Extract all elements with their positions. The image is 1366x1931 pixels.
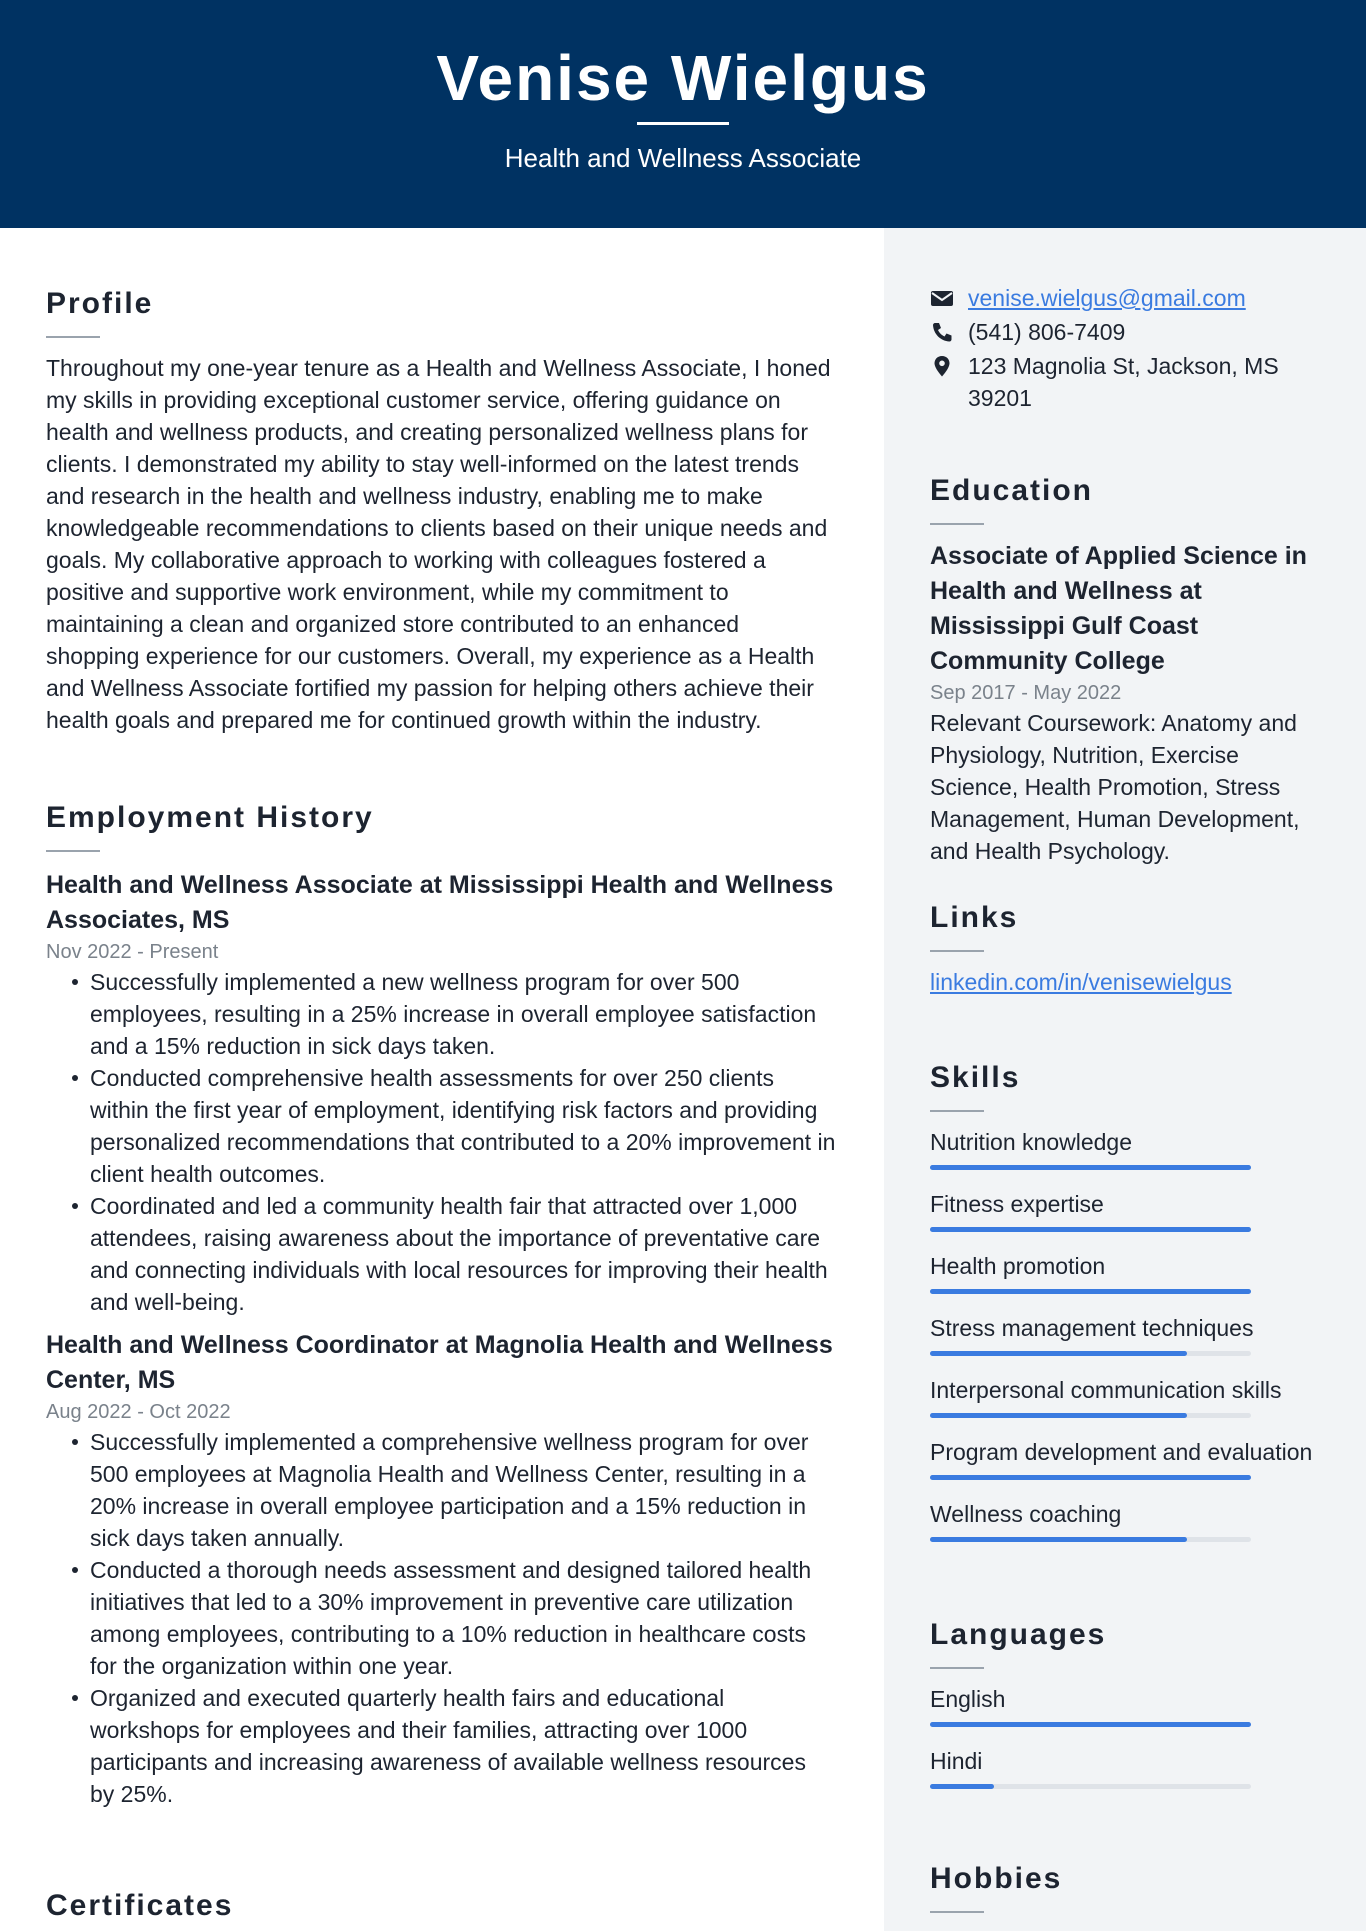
skill-item-level-fill xyxy=(930,1165,1251,1170)
skill-item-label: Fitness expertise xyxy=(930,1191,1104,1217)
section-divider xyxy=(930,950,984,952)
skill-item xyxy=(930,1374,1330,1436)
skill-item-label: Stress management techniques xyxy=(930,1315,1254,1341)
section-title-links: Links xyxy=(930,901,1019,934)
section-title-hobbies: Hobbies xyxy=(930,1862,1063,1895)
section-divider xyxy=(930,523,984,525)
language-item-label: Hindi xyxy=(930,1748,983,1774)
section-divider xyxy=(930,1911,984,1913)
job-dates: Nov 2022 - Present xyxy=(46,941,219,963)
skill-item-label: Wellness coaching xyxy=(930,1501,1122,1527)
skill-item-level-fill xyxy=(930,1537,1187,1542)
contact-email xyxy=(930,282,1330,314)
skill-item-label: Health promotion xyxy=(930,1253,1106,1279)
employment-section xyxy=(46,798,836,1810)
skill-item-level-track xyxy=(930,1475,1251,1480)
language-item-level-track xyxy=(930,1784,1251,1789)
education-section xyxy=(930,471,1330,867)
links-section xyxy=(930,898,1330,998)
skill-item xyxy=(930,1188,1330,1250)
phone-number: (541) 806-7409 xyxy=(968,319,1126,345)
hobbies-section xyxy=(930,1859,1330,1913)
address-line: 123 Magnolia St, Jackson, MS xyxy=(968,353,1279,379)
candidate-name: Venise Wielgus xyxy=(436,42,930,114)
language-item-level-fill xyxy=(930,1784,994,1789)
phone-icon xyxy=(930,321,954,343)
job-achievements xyxy=(46,966,836,1318)
languages-section xyxy=(930,1615,1330,1807)
section-title-profile: Profile xyxy=(46,287,154,320)
contact-phone xyxy=(930,316,1330,348)
skill-item-label: Nutrition knowledge xyxy=(930,1129,1133,1155)
section-title-employment: Employment History xyxy=(46,801,374,834)
achievement-item: Conducted comprehensive health assessments for over 250 clients within the first year of employment, identifying risk factors and providing personalized recommendations that contributed to a 20% improvement in client health outcomes. xyxy=(46,1062,836,1190)
certificates-section xyxy=(46,1886,836,1926)
contact-address xyxy=(930,350,1330,414)
profile-text: Throughout my one-year tenure as a Health and Wellness Associate, I honed my skills in providing exceptional customer service, offering guidance on health and wellness products, and creating personalized wellness plans for clients. I demonstrated my ability to stay well-informed on the latest trends and research in the health and wellness industry, enabling me to make knowledgeable recommendations to clients based on their unique needs and goals. My collaborative approach to working with colleagues fostered a positive and supportive work environment, while my commitment to maintaining a clean and organized store contributed to an enhanced shopping experience for our customers. Overall, my experience as a Health and Wellness Associate fortified my passion for helping others achieve their health goals and prepared me for continued growth within the industry. xyxy=(46,355,831,733)
section-title-certificates: Certificates xyxy=(46,1889,234,1922)
skill-item xyxy=(930,1436,1330,1498)
job-dates: Aug 2022 - Oct 2022 xyxy=(46,1401,231,1423)
skill-item-level-fill xyxy=(930,1413,1187,1418)
email-link[interactable]: venise.wielgus@gmail.com xyxy=(968,285,1246,311)
skill-item-level-track xyxy=(930,1289,1251,1294)
skill-item-level-track xyxy=(930,1413,1251,1418)
achievement-item: Successfully implemented a comprehensive wellness program for over 500 employees at Magnolia Health and Wellness Center, resulting in a 20% increase in overall employee participation and a 15% reduction in sick days taken annually. xyxy=(46,1426,836,1554)
language-item xyxy=(930,1683,1330,1745)
skill-item-label: Program development and evaluation xyxy=(930,1439,1313,1465)
languages-list xyxy=(930,1683,1330,1807)
section-title-skills: Skills xyxy=(930,1061,1021,1094)
skill-item-level-track xyxy=(930,1227,1251,1232)
achievement-item: Coordinated and led a community health fair that attracted over 1,000 attendees, raising awareness about the importance of preventative care and connecting individuals with local resources for improving their health and well-being. xyxy=(46,1190,836,1318)
degree-title: Associate of Applied Science in Health and Wellness at Mississippi Gulf Coast Community College xyxy=(930,542,1307,675)
skill-item-level-fill xyxy=(930,1227,1251,1232)
section-divider xyxy=(930,1667,984,1669)
contact-section xyxy=(930,282,1330,414)
section-title-education: Education xyxy=(930,474,1094,507)
skill-item-level-fill xyxy=(930,1351,1187,1356)
job-title: Health and Wellness Coordinator at Magnolia Health and Wellness Center, MS xyxy=(46,1331,833,1394)
linkedin-link[interactable]: linkedin.com/in/venisewielgus xyxy=(930,969,1232,995)
profile-section xyxy=(46,284,836,736)
achievement-item: Successfully implemented a new wellness program for over 500 employees, resulting in a 25% increase in overall employee satisfaction and a 15% reduction in sick days taken. xyxy=(46,966,836,1062)
achievement-item: Organized and executed quarterly health fairs and educational workshops for employees and their families, attracting over 1000 participants and increasing awareness of available wellness resources by 25%. xyxy=(46,1682,836,1810)
education-description: Relevant Coursework: Anatomy and Physiology, Nutrition, Exercise Science, Health Promotion, Stress Management, Human Development, and Health Psychology. xyxy=(930,710,1300,864)
skill-item xyxy=(930,1250,1330,1312)
skill-item-level-track xyxy=(930,1351,1251,1356)
job-title: Health and Wellness Associate at Mississippi Health and Wellness Associates, MS xyxy=(46,871,834,934)
section-divider xyxy=(46,336,100,338)
header-divider xyxy=(637,122,729,125)
resume-header xyxy=(0,0,1366,228)
skill-item xyxy=(930,1312,1330,1374)
skill-item-level-fill xyxy=(930,1475,1251,1480)
language-item-label: English xyxy=(930,1686,1006,1712)
skill-item-label: Interpersonal communication skills xyxy=(930,1377,1282,1403)
language-item xyxy=(930,1745,1330,1807)
skills-list xyxy=(930,1126,1330,1560)
achievement-item: Conducted a thorough needs assessment and designed tailored health initiatives that led to a 30% improvement in preventive care utilization among employees, contributing to a 10% reduction in healthcare costs for the organization within one year. xyxy=(46,1554,836,1682)
candidate-job-title: Health and Wellness Associate xyxy=(504,143,862,173)
language-item-level-fill xyxy=(930,1722,1251,1727)
job-entry xyxy=(46,868,836,1318)
skill-item xyxy=(930,1498,1330,1560)
address-line: 39201 xyxy=(968,385,1032,411)
skills-section xyxy=(930,1058,1330,1560)
job-entry xyxy=(46,1328,836,1810)
envelope-icon xyxy=(930,287,954,309)
education-dates: Sep 2017 - May 2022 xyxy=(930,682,1122,704)
section-title-languages: Languages xyxy=(930,1618,1107,1651)
language-item-level-track xyxy=(930,1722,1251,1727)
skill-item-level-track xyxy=(930,1537,1251,1542)
section-divider xyxy=(930,1110,984,1112)
skill-item-level-track xyxy=(930,1165,1251,1170)
job-achievements xyxy=(46,1426,836,1810)
map-pin-icon xyxy=(930,355,954,377)
skill-item-level-fill xyxy=(930,1289,1251,1294)
skill-item xyxy=(930,1126,1330,1188)
section-divider xyxy=(46,850,100,852)
